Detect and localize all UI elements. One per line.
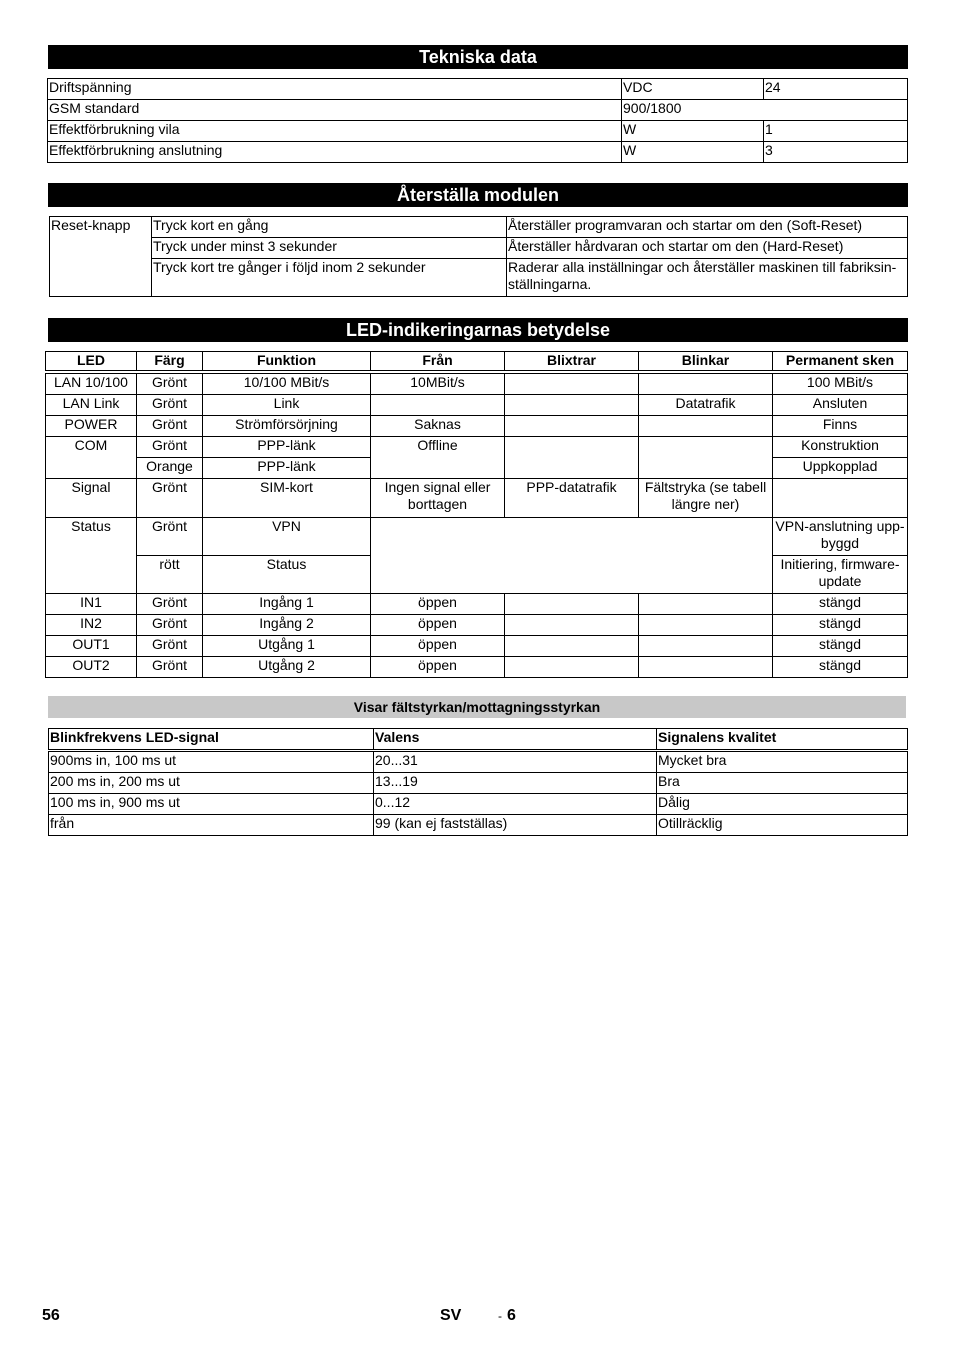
sub-page-number: 6 — [507, 1307, 516, 1324]
language-code: SV — [440, 1307, 462, 1324]
cell: 200 ms in, 200 ms ut — [49, 773, 374, 794]
cell: LAN 10/100 — [46, 372, 137, 395]
table-header-row — [46, 352, 908, 373]
cell: Dålig — [657, 794, 908, 815]
cell — [639, 657, 773, 678]
cell: stängd — [773, 594, 908, 615]
signal-table — [48, 728, 908, 836]
cell — [505, 372, 639, 395]
cell — [505, 615, 639, 636]
cell: IN1 — [46, 594, 137, 615]
section-title-led: LED-indikeringarnas betydelse — [48, 318, 908, 342]
cell: rött — [137, 556, 203, 594]
cell — [639, 594, 773, 615]
cell — [639, 636, 773, 657]
cell: Finns — [773, 416, 908, 437]
cell — [505, 657, 639, 678]
cell — [505, 636, 639, 657]
page-number: 56 — [42, 1307, 60, 1324]
table-row — [46, 372, 908, 395]
section-title-reset: Återställa modulen — [48, 183, 908, 207]
tech-unit: 900/1800 — [622, 100, 908, 121]
cell: COM — [46, 437, 137, 479]
tech-value: 3 — [764, 142, 908, 163]
tech-value: 24 — [764, 79, 908, 100]
column-header: Blinkar — [639, 352, 773, 373]
tech-unit: W — [622, 142, 764, 163]
cell: Ingen signal eller borttagen — [371, 479, 505, 518]
cell: öppen — [371, 636, 505, 657]
led-table — [45, 351, 908, 678]
cell — [505, 437, 639, 479]
cell: Uppkopplad — [773, 458, 908, 479]
tech-unit: W — [622, 121, 764, 142]
table-row — [48, 142, 908, 163]
cell: stängd — [773, 636, 908, 657]
cell: LAN Link — [46, 395, 137, 416]
cell: Signal — [46, 479, 137, 518]
cell: Offline — [371, 437, 505, 479]
cell: PPP-länk — [203, 437, 371, 458]
column-header: Från — [371, 352, 505, 373]
table-row — [46, 395, 908, 416]
table-row — [46, 518, 908, 556]
tech-value: 1 — [764, 121, 908, 142]
table-header-row — [49, 729, 908, 751]
cell: 100 MBit/s — [773, 372, 908, 395]
tech-name: Driftspänning — [48, 79, 622, 100]
cell: 13...19 — [374, 773, 657, 794]
cell: Grönt — [137, 416, 203, 437]
table-row — [46, 416, 908, 437]
cell: Grönt — [137, 518, 203, 556]
cell: Mycket bra — [657, 751, 908, 773]
cell: 10/100 MBit/s — [203, 372, 371, 395]
cell: 20...31 — [374, 751, 657, 773]
table-row — [50, 259, 908, 297]
table-row — [46, 615, 908, 636]
reset-table — [49, 216, 908, 297]
cell: Link — [203, 395, 371, 416]
cell: VPN — [203, 518, 371, 556]
cell — [505, 594, 639, 615]
reset-action: Tryck kort tre gånger i följd inom 2 sekunder — [152, 259, 507, 297]
cell: OUT2 — [46, 657, 137, 678]
section-title-signal: Visar fältstyrkan/mottagningsstyrkan — [48, 696, 906, 718]
cell: PPP-datatrafik — [505, 479, 639, 518]
table-row — [46, 657, 908, 678]
cell: Fältstryka (se tabell längre ner) — [639, 479, 773, 518]
reset-result: Återställer hårdvaran och startar om den (Hard-Reset) — [507, 238, 908, 259]
cell: Utgång 2 — [203, 657, 371, 678]
table-row — [46, 636, 908, 657]
column-header: Blinkfrekvens LED-signal — [49, 729, 374, 751]
table-row — [49, 794, 908, 815]
cell: Grönt — [137, 594, 203, 615]
cell: Ingång 2 — [203, 615, 371, 636]
cell — [639, 615, 773, 636]
cell: Ansluten — [773, 395, 908, 416]
cell — [639, 416, 773, 437]
tech-name: GSM standard — [48, 100, 622, 121]
table-row — [48, 79, 908, 100]
cell: Grönt — [137, 479, 203, 518]
cell: 0...12 — [374, 794, 657, 815]
cell: öppen — [371, 594, 505, 615]
footer-dash: - — [498, 1309, 502, 1323]
cell: OUT1 — [46, 636, 137, 657]
reset-label: Reset-knapp — [50, 217, 152, 297]
column-header: Funktion — [203, 352, 371, 373]
cell: från — [49, 815, 374, 836]
cell — [639, 437, 773, 479]
cell: Ingång 1 — [203, 594, 371, 615]
table-row — [46, 437, 908, 458]
table-row — [49, 773, 908, 794]
cell: Otillräcklig — [657, 815, 908, 836]
cell: Strömförsörjning — [203, 416, 371, 437]
cell: Utgång 1 — [203, 636, 371, 657]
cell: VPN-anslutning upp-byggd — [773, 518, 908, 556]
cell — [371, 395, 505, 416]
cell: 100 ms in, 900 ms ut — [49, 794, 374, 815]
column-header: Signalens kvalitet — [657, 729, 908, 751]
cell: 10MBit/s — [371, 372, 505, 395]
cell: Datatrafik — [639, 395, 773, 416]
cell: Grönt — [137, 372, 203, 395]
table-row — [46, 594, 908, 615]
cell — [639, 372, 773, 395]
reset-result: Återställer programvaran och startar om den (Soft-Reset) — [507, 217, 908, 238]
cell: Initiering, firmware-update — [773, 556, 908, 594]
table-row — [50, 217, 908, 238]
cell: 99 (kan ej fastställas) — [374, 815, 657, 836]
column-header: Färg — [137, 352, 203, 373]
cell: Status — [203, 556, 371, 594]
cell: Grönt — [137, 437, 203, 458]
cell: Saknas — [371, 416, 505, 437]
reset-result: Raderar alla inställningar och återställer maskinen till fabriksin-ställningarna. — [507, 259, 908, 297]
cell: Bra — [657, 773, 908, 794]
table-row — [46, 479, 908, 518]
cell: Grönt — [137, 636, 203, 657]
cell: öppen — [371, 657, 505, 678]
cell: Status — [46, 518, 137, 594]
cell — [773, 479, 908, 518]
section-title-tech: Tekniska data — [48, 45, 908, 69]
tech-unit: VDC — [622, 79, 764, 100]
cell: PPP-länk — [203, 458, 371, 479]
cell: Konstruktion — [773, 437, 908, 458]
column-header: Blixtrar — [505, 352, 639, 373]
cell: IN2 — [46, 615, 137, 636]
cell: Grönt — [137, 395, 203, 416]
tech-name: Effektförbrukning vila — [48, 121, 622, 142]
cell — [371, 518, 773, 594]
cell: SIM-kort — [203, 479, 371, 518]
cell: Grönt — [137, 657, 203, 678]
table-row — [49, 815, 908, 836]
cell: Orange — [137, 458, 203, 479]
tech-name: Effektförbrukning anslutning — [48, 142, 622, 163]
cell: Grönt — [137, 615, 203, 636]
cell — [505, 416, 639, 437]
table-row — [50, 238, 908, 259]
cell: stängd — [773, 615, 908, 636]
column-header: LED — [46, 352, 137, 373]
cell: öppen — [371, 615, 505, 636]
cell: POWER — [46, 416, 137, 437]
cell — [505, 395, 639, 416]
cell: 900ms in, 100 ms ut — [49, 751, 374, 773]
column-header: Permanent sken — [773, 352, 908, 373]
reset-action: Tryck kort en gång — [152, 217, 507, 238]
tech-table — [47, 78, 908, 163]
table-row — [48, 100, 908, 121]
cell: stängd — [773, 657, 908, 678]
reset-action: Tryck under minst 3 sekunder — [152, 238, 507, 259]
table-row — [49, 751, 908, 773]
table-row — [48, 121, 908, 142]
column-header: Valens — [374, 729, 657, 751]
